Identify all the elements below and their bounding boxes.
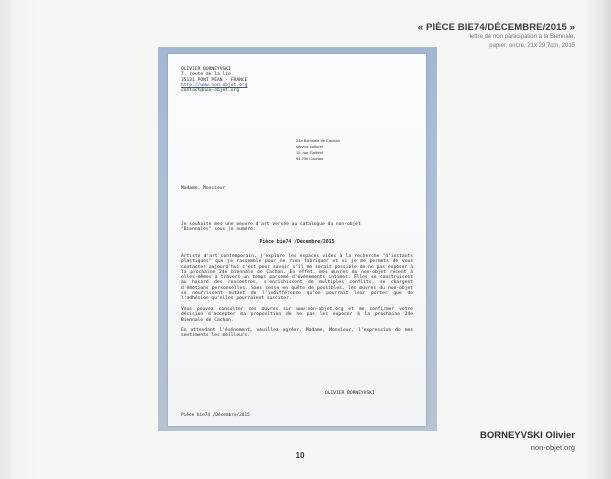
page-number: 10 <box>295 451 305 460</box>
artwork-medium: papier, encre, 21x 29,7cm, 2015 <box>489 42 575 49</box>
sender-website-link[interactable]: http://www.non-objet.org <box>181 82 248 88</box>
body-paragraph: Artiste d'art contemporain, j'explore les espaces vides à la recherche "d'instants plastiques" que je rassemble pour ne rien fabriquer et si je me permets de vous contacter aujourd'hui c'est pour savoir s'il me serait possible de ne pas exposer à la prochaine 24e biennale de Cachan. En effet, mes œuvres du non-objet récent à elles-mêmes à travers un temps parsemé d'événements intimes. Elles se construisent au hasard des rencontres, s'enrichissent de multiples conflits, se chargent d'émotions personnelles. Sans cesse en quête de possibles, les œuvres du non-objet se nourrissent autant de l'indifférence qu'on pourrait leur porter que de l'adhésion qu'elles pourraient susciter. <box>181 254 413 302</box>
signature: OLIVIER BORNEYVSKI <box>325 391 375 396</box>
recipient-line: 15, rue Galliéni <box>296 150 323 155</box>
author-credit <box>480 430 575 452</box>
artwork-title: « PIÈCE BIE74/DÉCEMBRE/2015 » <box>417 22 575 33</box>
artwork-caption <box>418 22 575 50</box>
letter-sheet <box>168 54 426 426</box>
intro-line: "Biennales" sous le numéro: <box>181 227 256 233</box>
artwork-description: lettre de non participation à la Biennale, <box>469 34 575 40</box>
salutation: Madame, Monsieur <box>181 186 226 191</box>
author-website: non-objet.org <box>530 443 575 452</box>
recipient-line: 24e Biennale de Cachan <box>296 138 340 143</box>
recipient-address <box>296 138 340 162</box>
intro-line: Je souhaite mes une oeuvre d'art versée au catalogue du non-objet <box>181 222 361 227</box>
letter-footnote: Pièce bie74 /Décembre/2015 <box>181 413 250 418</box>
letter-body <box>181 254 413 344</box>
sender-name: OLIVIER BORNEYVSKI <box>181 67 231 72</box>
author-name: BORNEYVSKI Olivier <box>479 430 575 441</box>
body-paragraph: En attendant l'événement, veuillez agréer, Madame, Monsieur, l'expression de mes sentiments les meilleurs. <box>181 328 413 339</box>
sender-city: 35131 PONT PÉAN - FRANCE <box>181 77 248 83</box>
body-paragraph: Vous pouvez consulter ces œuvres sur www.non-objet.org et me confirmer votre décision d'accepter ma proposition de ne pas les exposer à la prochaine 24e Biennale de Cachan. <box>181 306 413 323</box>
letter-photograph <box>158 47 437 431</box>
sender-email: contact@non-objet.org <box>181 88 240 94</box>
sender-street: 7, route de la lie <box>181 72 231 78</box>
recipient-line: service culturel <box>296 144 323 149</box>
piece-title: Pièce bie74 /Décembre/2015 <box>259 240 335 245</box>
sender-address <box>181 67 247 93</box>
page-spine-shadow <box>583 0 611 479</box>
letter-intro <box>181 222 361 233</box>
recipient-line: 94 230 Cachan <box>296 156 324 161</box>
